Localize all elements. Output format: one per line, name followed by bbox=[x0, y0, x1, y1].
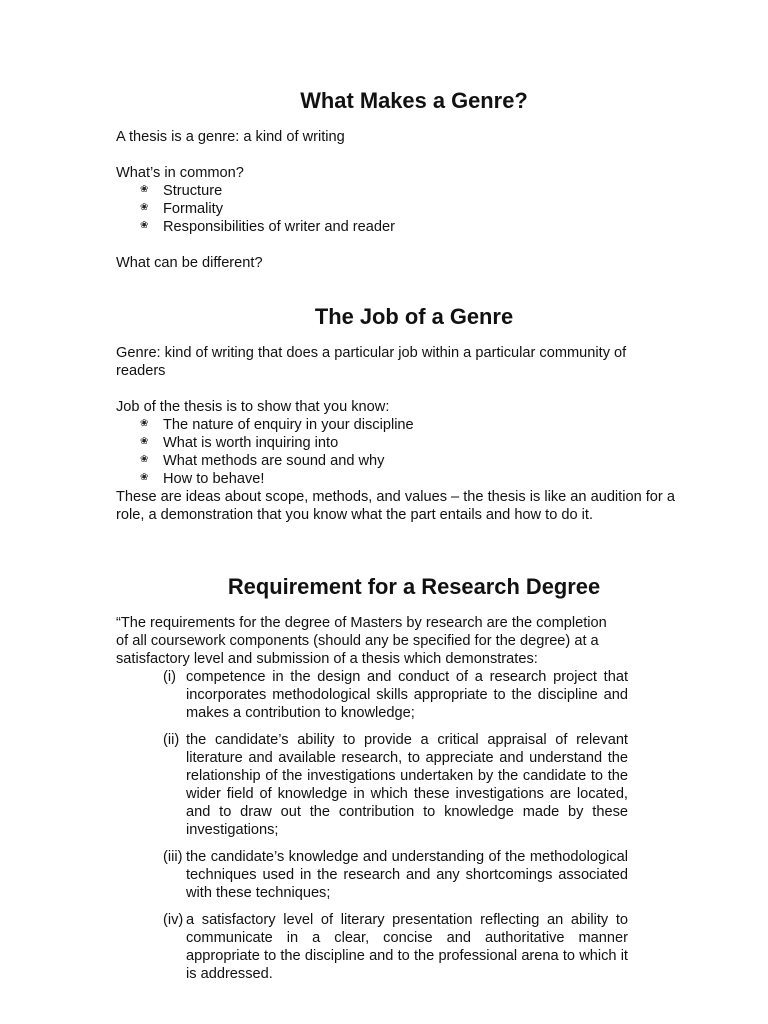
quote-line-2: of all coursework components (should any be specified for the degree) at a bbox=[116, 633, 599, 649]
requirements-quote bbox=[116, 614, 638, 983]
flower-bullet-icon: ❀ bbox=[140, 454, 149, 465]
list-item: ❀ Structure bbox=[140, 183, 223, 199]
document-page bbox=[116, 88, 712, 992]
quote-line-3: satisfactory level and submission of a thesis which demonstrates: bbox=[116, 651, 538, 667]
flower-bullet-icon: ❀ bbox=[140, 220, 149, 231]
flower-bullet-icon: ❀ bbox=[140, 184, 149, 195]
list-item: ❀ How to behave! bbox=[140, 471, 265, 487]
genre-definition-line-1: Genre: kind of writing that does a particular job within a particular community of bbox=[116, 345, 627, 361]
summary-line-2: role, a demonstration that you know what the part entails and how to do it. bbox=[116, 507, 594, 523]
heading-requirement-research-degree: Requirement for a Research Degree bbox=[227, 574, 601, 599]
flower-bullet-icon: ❀ bbox=[140, 436, 149, 447]
list-item: ❀ Formality bbox=[140, 201, 223, 217]
common-features-list bbox=[116, 182, 712, 236]
list-item: (ii) the candidate’s ability to provide a critical appraisal of relevant literature and available research, to appreciate and understand the relationship of the investigations undertaken by the candidate to the wider field of knowledge in which these investigations are located, and to draw out the contribution to knowledge made by these investigations; bbox=[163, 732, 628, 838]
quote-line-1: “The requirements for the degree of Masters by research are the completion bbox=[116, 615, 607, 631]
flower-bullet-icon: ❀ bbox=[140, 418, 149, 429]
thesis-genre-statement: A thesis is a genre: a kind of writing bbox=[116, 129, 345, 145]
what-can-be-different-question: What can be different? bbox=[116, 255, 263, 271]
list-item: ❀ What methods are sound and why bbox=[140, 453, 385, 469]
summary-line-1: These are ideas about scope, methods, and values – the thesis is like an audition for a bbox=[116, 489, 675, 505]
flower-bullet-icon: ❀ bbox=[140, 202, 149, 213]
list-item: ❀ Responsibilities of writer and reader bbox=[140, 219, 395, 235]
flower-bullet-icon: ❀ bbox=[140, 472, 149, 483]
heading-job-of-a-genre: The Job of a Genre bbox=[314, 304, 514, 329]
heading-what-makes-a-genre: What Makes a Genre? bbox=[300, 88, 528, 113]
list-item: (iv) a satisfactory level of literary presentation reflecting an ability to communicate in a clear, concise and authoritative manner appropriate to the discipline and to the professional arena to which it is addressed. bbox=[163, 912, 628, 982]
list-item: (iii) the candidate’s knowledge and understanding of the methodological techniques used in the research and any shortcomings associated with these techniques; bbox=[163, 849, 628, 901]
whats-in-common-question: What’s in common? bbox=[116, 165, 244, 181]
requirements-list bbox=[116, 668, 628, 983]
job-of-thesis-intro: Job of the thesis is to show that you know: bbox=[116, 399, 390, 415]
thesis-job-list bbox=[116, 416, 712, 488]
list-item: ❀ What is worth inquiring into bbox=[140, 435, 339, 451]
list-item: ❀ The nature of enquiry in your discipline bbox=[140, 417, 414, 433]
genre-definition-line-2: readers bbox=[116, 363, 166, 379]
list-item: (i) competence in the design and conduct of a research project that incorporates methodological skills appropriate to the discipline and makes a contribution to knowledge; bbox=[163, 669, 628, 721]
